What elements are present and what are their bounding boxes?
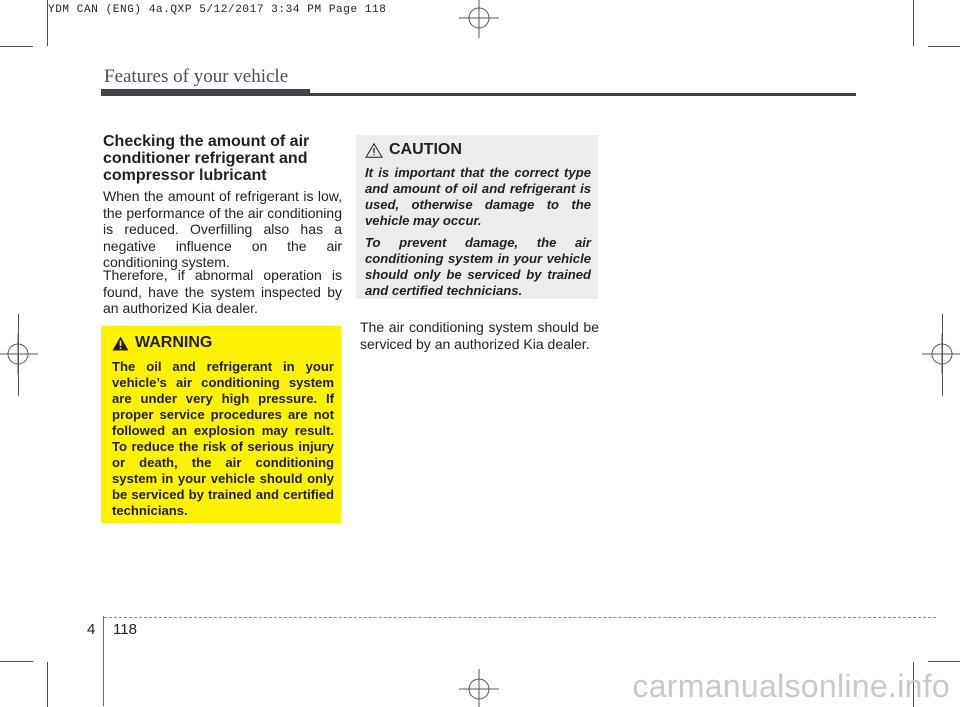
registration-mark-icon	[459, 0, 499, 40]
body-paragraph: Therefore, if abnormal operation is found, have the system inspected by an authorized Kia dealer.	[103, 267, 342, 316]
footer-divider	[103, 616, 104, 706]
crop-mark	[47, 662, 48, 707]
header-rule-thin	[310, 93, 856, 96]
warning-title: WARNING	[135, 334, 213, 351]
registration-mark-icon	[920, 334, 960, 374]
print-slug: YDM CAN (ENG) 4a.QXP 5/12/2017 3:34 PM Page 118	[48, 4, 387, 16]
body-paragraph: The air conditioning system should be serviced by an authorized Kia dealer.	[360, 319, 599, 352]
warning-header	[112, 334, 334, 352]
crop-mark	[47, 0, 48, 46]
caution-title: CAUTION	[389, 141, 462, 158]
crop-mark	[0, 46, 33, 47]
crop-mark	[928, 46, 960, 47]
registration-mark-icon	[459, 667, 499, 707]
crop-mark	[913, 0, 914, 46]
footer-rule	[104, 617, 936, 618]
body-paragraph: When the amount of refrigerant is low, the performance of the air conditioning is reduced. Overfilling also has a negative influence on the air conditioning system.	[103, 188, 342, 270]
section-title: Features of your vehicle	[104, 66, 289, 87]
subsection-heading: Checking the amount of air conditioner refrigerant and compressor lubricant	[103, 133, 310, 184]
caution-triangle-icon	[365, 143, 383, 158]
watermark: carmanualsonline.info	[632, 668, 950, 704]
caution-text: It is important that the correct type and amount of oil and refrigerant is used, otherwise damage to the vehicle may occur.	[365, 165, 591, 228]
caution-header	[365, 141, 591, 159]
chapter-number: 4	[87, 621, 96, 638]
warning-triangle-icon	[112, 336, 129, 351]
crop-mark	[18, 314, 19, 396]
warning-text: The oil and refrigerant in your vehicle’s air conditioning system are under very high pressure. If proper service procedures are not followed an explosion may result. To reduce the risk of serious injury or death, the air conditioning system in your vehicle should only be serviced by trained and certified technicians.	[112, 359, 334, 518]
page-number: 118	[113, 621, 137, 638]
crop-mark	[0, 661, 33, 662]
crop-mark	[942, 314, 943, 396]
crop-mark	[928, 661, 960, 662]
registration-mark-icon	[0, 334, 40, 374]
warning-box	[101, 326, 341, 523]
caution-text: To prevent damage, the air conditioning system in your vehicle should only be serviced by trained and certified technicians.	[365, 235, 591, 298]
caution-box	[356, 135, 598, 299]
header-rule-thick	[101, 89, 310, 96]
